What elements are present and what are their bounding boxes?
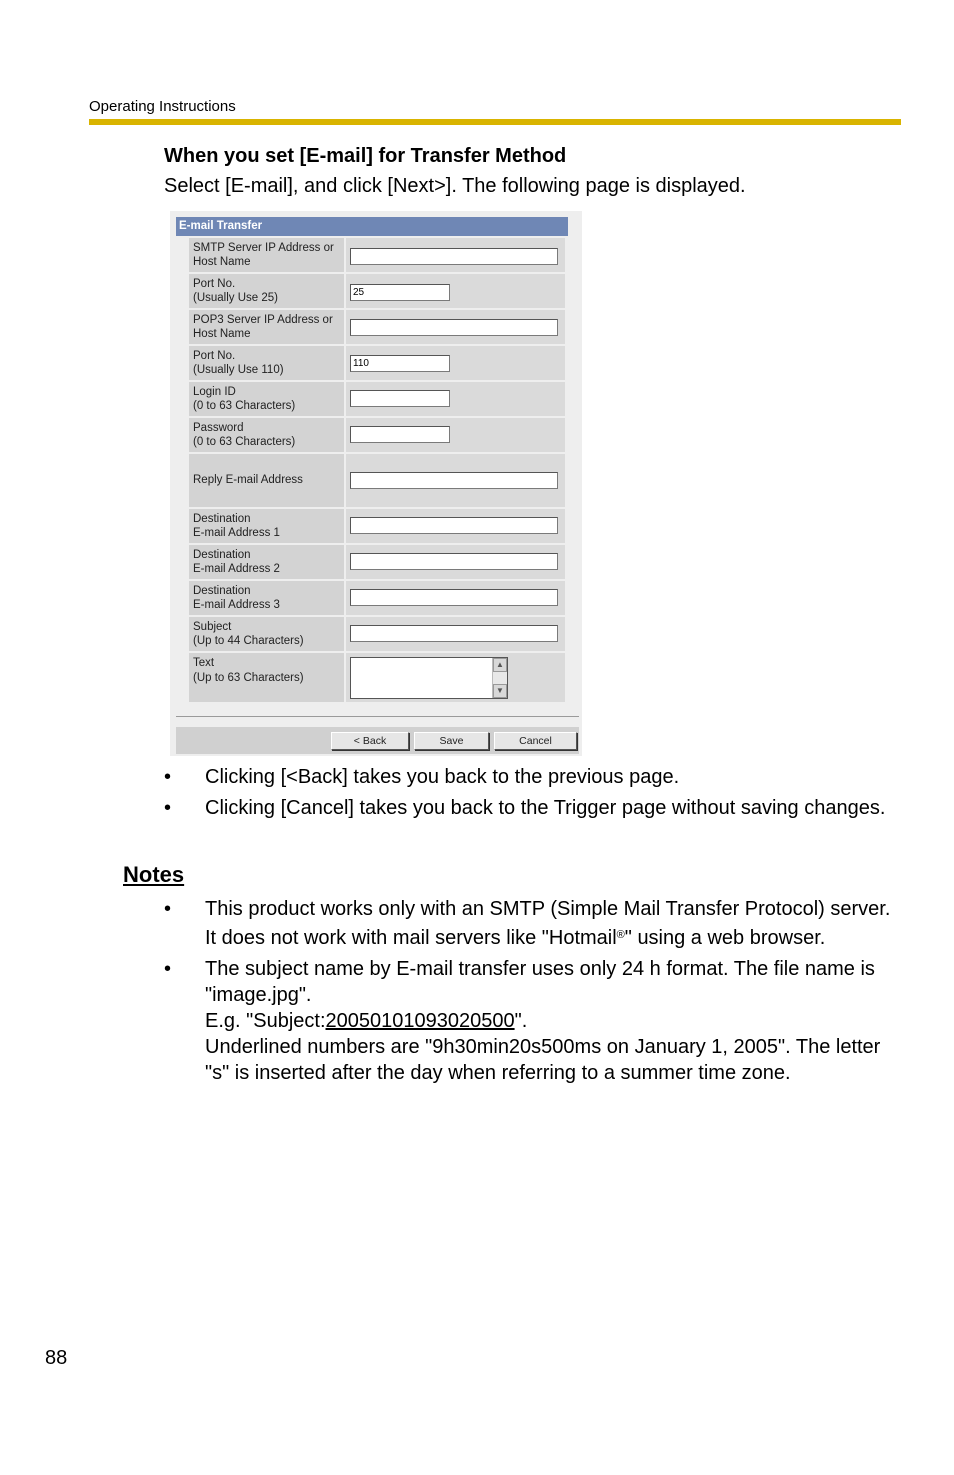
row-label: Port No. (Usually Use 110) — [189, 346, 346, 380]
instruction-list — [164, 764, 904, 826]
form-row-pop3-server — [189, 310, 565, 346]
pop3-server-input[interactable] — [350, 319, 558, 336]
destination-email-3-input[interactable] — [350, 589, 558, 606]
list-item — [164, 764, 904, 790]
list-item — [164, 956, 904, 1086]
row-label: Destination E-mail Address 2 — [189, 545, 346, 579]
scroll-up-icon[interactable]: ▲ — [493, 658, 507, 672]
pop3-port-input[interactable] — [350, 355, 450, 372]
form-row-login-id — [189, 382, 565, 418]
row-label: Reply E-mail Address — [189, 454, 346, 507]
reply-email-input[interactable] — [350, 472, 558, 489]
textarea-scrollbar[interactable] — [492, 658, 507, 698]
save-button[interactable]: Save — [414, 732, 489, 750]
form-divider — [176, 716, 579, 717]
row-label: SMTP Server IP Address or Host Name — [189, 238, 346, 272]
form-button-bar — [176, 727, 579, 754]
row-label: Text (Up to 63 Characters) — [189, 653, 346, 702]
subject-example-value: 20050101093020500 — [325, 1010, 515, 1032]
password-input[interactable] — [350, 426, 450, 443]
form-row-destination-3 — [189, 581, 565, 617]
section-intro: Select [E-mail], and click [Next>]. The following page is displayed. — [164, 175, 746, 197]
form-rows — [189, 238, 565, 704]
row-label: POP3 Server IP Address or Host Name — [189, 310, 346, 344]
row-label: Login ID (0 to 63 Characters) — [189, 382, 346, 416]
back-button[interactable]: < Back — [331, 732, 409, 750]
notes-list — [164, 896, 904, 1091]
form-row-reply-email — [189, 454, 565, 509]
form-title: E-mail Transfer — [176, 217, 568, 236]
row-label: Destination E-mail Address 3 — [189, 581, 346, 615]
form-row-text — [189, 653, 565, 704]
instruction-text: Clicking [<Back] takes you back to the previous page. — [205, 766, 680, 788]
form-row-smtp-port — [189, 274, 565, 310]
bullet-icon: • — [164, 766, 172, 788]
cancel-button[interactable]: Cancel — [494, 732, 577, 750]
row-label: Password (0 to 63 Characters) — [189, 418, 346, 452]
row-label: Subject (Up to 44 Characters) — [189, 617, 346, 651]
bullet-icon: • — [164, 898, 172, 920]
bullet-icon: • — [164, 797, 172, 819]
running-header: Operating Instructions — [89, 98, 236, 115]
form-row-password — [189, 418, 565, 454]
form-row-pop3-port — [189, 346, 565, 382]
row-label: Port No. (Usually Use 25) — [189, 274, 346, 308]
scroll-down-icon[interactable]: ▼ — [493, 684, 507, 698]
smtp-port-input[interactable] — [350, 284, 450, 301]
page-number: 88 — [45, 1347, 68, 1369]
section-heading: When you set [E-mail] for Transfer Method — [164, 145, 567, 167]
bullet-icon: • — [164, 958, 172, 980]
form-row-smtp-server — [189, 238, 565, 274]
smtp-server-input[interactable] — [350, 248, 558, 265]
list-item — [164, 795, 904, 821]
form-row-subject — [189, 617, 565, 653]
list-item — [164, 896, 904, 951]
notes-heading: Notes — [123, 862, 185, 887]
login-id-input[interactable] — [350, 390, 450, 407]
header-rule — [89, 119, 901, 125]
email-transfer-form — [170, 211, 582, 756]
destination-email-2-input[interactable] — [350, 553, 558, 570]
instruction-text: Clicking [Cancel] takes you back to the Trigger page without saving changes. — [205, 797, 886, 819]
form-row-destination-1 — [189, 509, 565, 545]
text-textarea[interactable] — [350, 657, 508, 699]
subject-input[interactable] — [350, 625, 558, 642]
registered-mark: ® — [616, 929, 625, 941]
row-label: Destination E-mail Address 1 — [189, 509, 346, 543]
destination-email-1-input[interactable] — [350, 517, 558, 534]
note-text: The subject name by E-mail transfer uses only 24 h format. The file name is "image.jpg". E.g. "Subject:20050101093020500". Underlined numbers are "9h30min20s500ms on January 1, 2005". The letter "s" is inserted after the day when referring to a summer time zone. — [205, 958, 881, 1084]
form-row-destination-2 — [189, 545, 565, 581]
note-text: This product works only with an SMTP (Simple Mail Transfer Protocol) server. It does not work with mail servers like "Hotmail®" using a web browser. — [205, 898, 891, 949]
